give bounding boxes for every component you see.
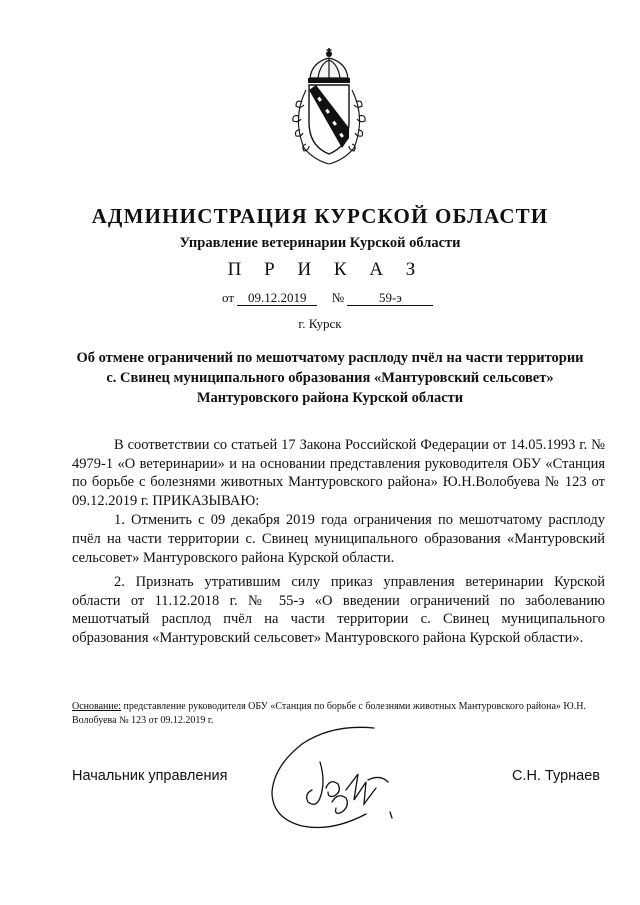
basis-label: Основание: <box>72 701 121 712</box>
order-item-2: 2. Признать утратившим силу приказ управления ветеринарии Курской области от 11.12.2018 г. № 55-э «О введении ограничений по заболеванию мешотчатый расплод пчёл на части территории с. Свинец муниципального образования «Мантуровский сельсовет» Мантуровского района Курской области». <box>72 574 605 646</box>
order-number: 59-э <box>347 291 433 306</box>
signatory-name: С.Н. Турнаев <box>511 768 600 784</box>
number-prefix: № <box>331 290 345 305</box>
department-title: Управление ветеринарии Курской области <box>179 235 461 251</box>
city: г. Курск <box>298 316 342 331</box>
document-type: П Р И К А З <box>227 259 425 280</box>
date-prefix: от <box>222 290 235 305</box>
handwritten-signature-icon <box>262 722 412 832</box>
organization-title: АДМИНИСТРАЦИЯ КУРСКОЙ ОБЛАСТИ <box>91 204 549 228</box>
basis-text: представление руководителя ОБУ «Станция по борьбе с болезнями животных Мантуровского района» Ю.Н. Волобуева № 123 от 09.12.2019 г. <box>72 701 586 726</box>
preamble-paragraph: В соответствии со статьей 17 Закона Российской Федерации от 14.05.1993 г. № 4979-1 «О ветеринарии» и на основании представления руководителя ОБУ «Станция по борьбе с болезнями животных Мантуровского района» Ю.Н.Волобуева № 123 от 09.12.2019 г. ПРИКАЗЫВАЮ: <box>72 437 605 509</box>
kursk-coat-of-arms-icon <box>290 48 368 168</box>
signatory-position: Начальник управления <box>72 768 228 784</box>
order-body <box>72 436 605 648</box>
order-date: 09.12.2019 <box>237 291 317 306</box>
order-subject <box>60 348 600 408</box>
order-item-1: 1. Отменить с 09 декабря 2019 года ограничения по мешотчатому расплоду пчёл на части территории с. Свинец муниципального образования «Мантуровский сельсовет» Мантуровского района Курской области. <box>72 512 605 566</box>
date-number-line <box>222 290 433 306</box>
subject-line-2: с. Свинец муниципального образования «Мантуровский сельсовет» <box>106 370 554 386</box>
subject-line-3: Мантуровского района Курской области <box>196 390 464 406</box>
subject-line-1: Об отмене ограничений по мешотчатому расплоду пчёл на части территории <box>76 350 584 366</box>
